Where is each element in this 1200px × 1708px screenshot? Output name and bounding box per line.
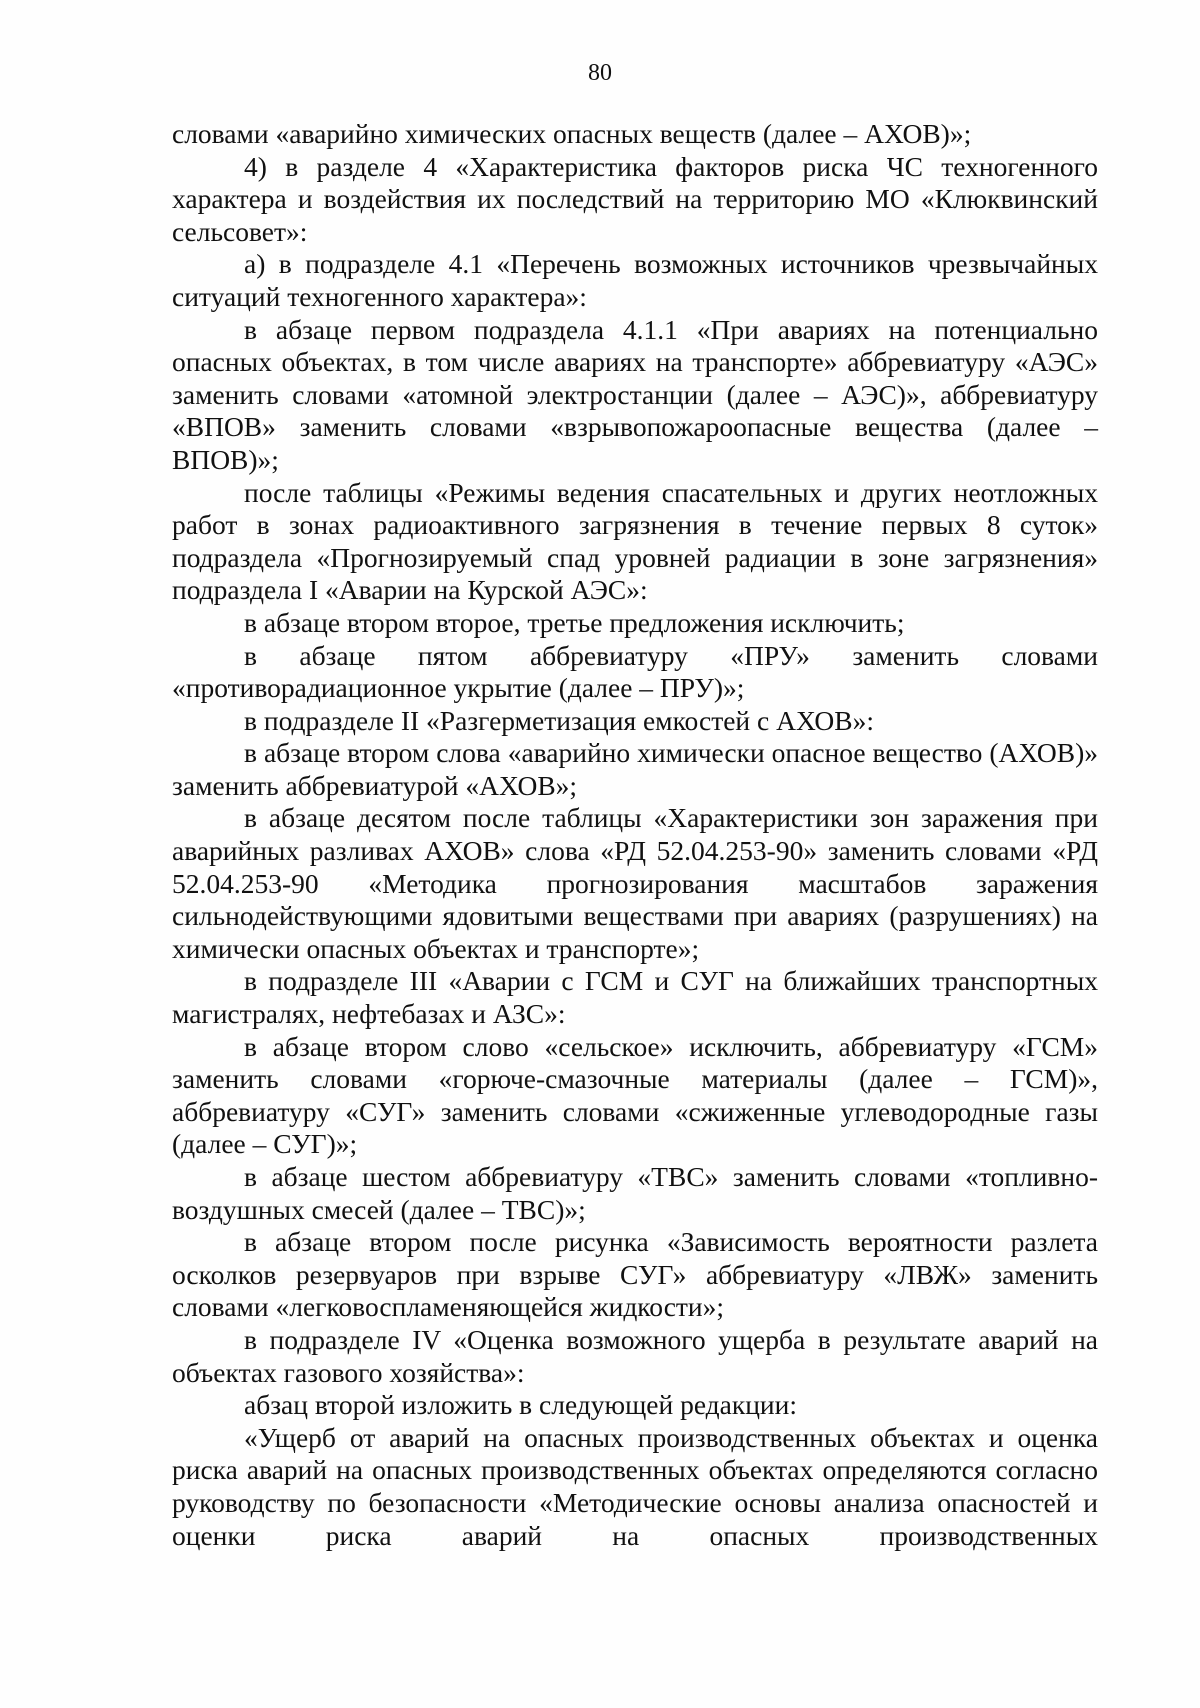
paragraph: в абзаце шестом аббревиатуру «ТВС» заменить словами «топливно-воздушных смесей (далее – ТВС)»; [172,1161,1098,1225]
paragraph: в подразделе II «Разгерметизация емкостей с АХОВ»: [244,704,875,736]
paragraph: в абзаце втором слово «сельское» исключить, аббревиатуру «ГСМ» заменить словами «горюче-смазочные материалы (далее – ГСМ)», аббревиатуру «СУГ» заменить словами «сжиженные углеводородные газы (далее – СУГ)»; [172,1030,1098,1160]
paragraph: а) в подразделе 4.1 «Перечень возможных источников чрезвычайных ситуаций техногенного характера»: [172,248,1098,312]
paragraph: в подразделе III «Аварии с ГСМ и СУГ на ближайших транспортных магистралях, нефтебазах и АЗС»: [172,965,1098,1030]
paragraph: в абзаце втором второе, третье предложения исключить; [244,606,905,638]
paragraph: после таблицы «Режимы ведения спасательных и других неотложных работ в зонах радиоактивного загрязнения в течение первых 8 суток» подраздела «Прогнозируемый спад уровней радиации в зоне загрязнения» подраздела I «Аварии на Курской АЭС»: [172,476,1098,606]
paragraph: «Ущерб от аварий на опасных производственных объектах и оценка риска аварий на опасных производственных объектах определяются согласно руководству по безопасности «Методические основы анализа опасностей и оценки риска аварий на опасных производственных [172,1421,1098,1551]
paragraph: в абзаце первом подраздела 4.1.1 «При авариях на потенциально опасных объектах, в том числе авариях на транспорте» аббревиатуру «АЭС» заменить словами «атомной электростанции (далее – АЭС)», аббревиатуру «ВПОВ» заменить словами «взрывопожароопасные вещества (далее – ВПОВ)»; [172,313,1098,475]
paragraph: в абзаце десятом после таблицы «Характеристики зон заражения при аварийных разливах АХОВ» слова «РД 52.04.253-90» заменить словами «РД 52.04.253-90 «Методика прогнозирования масштабов заражения сильнодействующими ядовитыми веществами при авариях (разрушениях) на химически опасных объектах и транспорте»; [172,802,1098,964]
paragraph: словами «аварийно химических опасных веществ (далее – АХОВ)»; [172,118,972,149]
paragraph: 4) в разделе 4 «Характеристика факторов риска ЧС техногенного характера и воздействия их последствий на территорию МО «Клюквинский сельсовет»: [172,150,1098,247]
paragraph: в подразделе IV «Оценка возможного ущерба в результате аварий на объектах газового хозяйства»: [172,1323,1098,1388]
paragraph: абзац второй изложить в следующей редакции: [244,1389,798,1421]
paragraph: в абзаце втором после рисунка «Зависимость вероятности разлета осколков резервуаров при взрыве СУГ» аббревиатуру «ЛВЖ» заменить словами «легковоспламеняющейся жидкости»; [172,1226,1098,1323]
paragraph: в абзаце пятом аббревиатуру «ПРУ» заменить словами «противорадиационное укрытие (далее – ПРУ)»; [172,639,1098,704]
page-number: 80 [588,60,612,86]
document-body [172,118,1098,1552]
paragraph: в абзаце втором слова «аварийно химически опасное вещество (АХОВ)» заменить аббревиатурой «АХОВ»; [172,737,1098,801]
